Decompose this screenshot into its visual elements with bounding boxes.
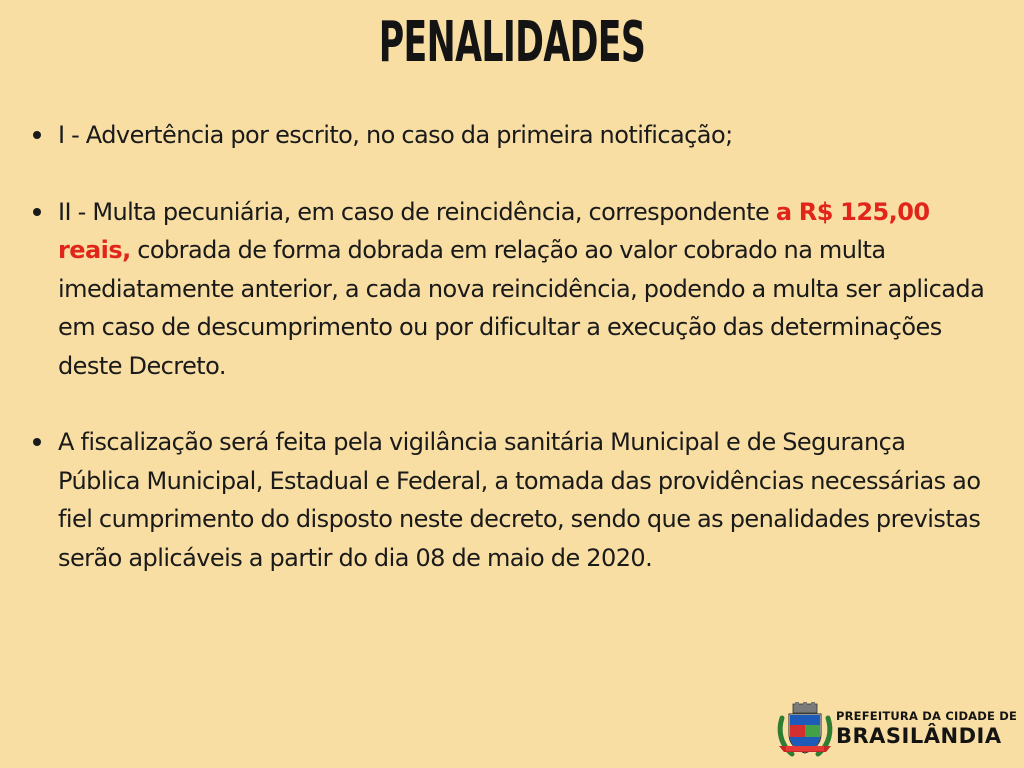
fine-amount-highlight: a R$ 125,00 reais, [58, 197, 930, 264]
list-item-multa [58, 193, 988, 386]
item-text-continued: cobrada de forma dobrada em relação ao valor cobrado na multa imediatamente anterior, a cada nova reincidência, podendo a multa ser aplicada em caso de descumprimento ou por dificultar a execução das determinações deste Decreto. [58, 236, 985, 380]
municipal-crest-icon [776, 702, 834, 760]
prefeitura-logo [776, 702, 1018, 760]
logo-city-name: BRASILÂNDIA [836, 724, 1002, 748]
item-text: I - Advertência por escrito, no caso da primeira notificação; [58, 121, 733, 149]
page-title: PENALIDADES [378, 10, 646, 75]
list-item-advertencia [58, 116, 988, 155]
logo-subtitle: PREFEITURA DA CIDADE DE [836, 709, 1018, 723]
item-text: A fiscalização será feita pela vigilância sanitária Municipal e de Segurança Pública Municipal, Estadual e Federal, a tomada das providências necessárias ao fiel cumprimento do disposto neste decreto, sendo que as penalidades previstas serão aplicáveis a partir do dia 08 de maio de 2020. [58, 428, 981, 572]
list-item-fiscalizacao [58, 423, 988, 577]
penalties-list [58, 116, 988, 577]
item-text: II - Multa pecuniária, em caso de reincidência, correspondente [58, 197, 776, 226]
